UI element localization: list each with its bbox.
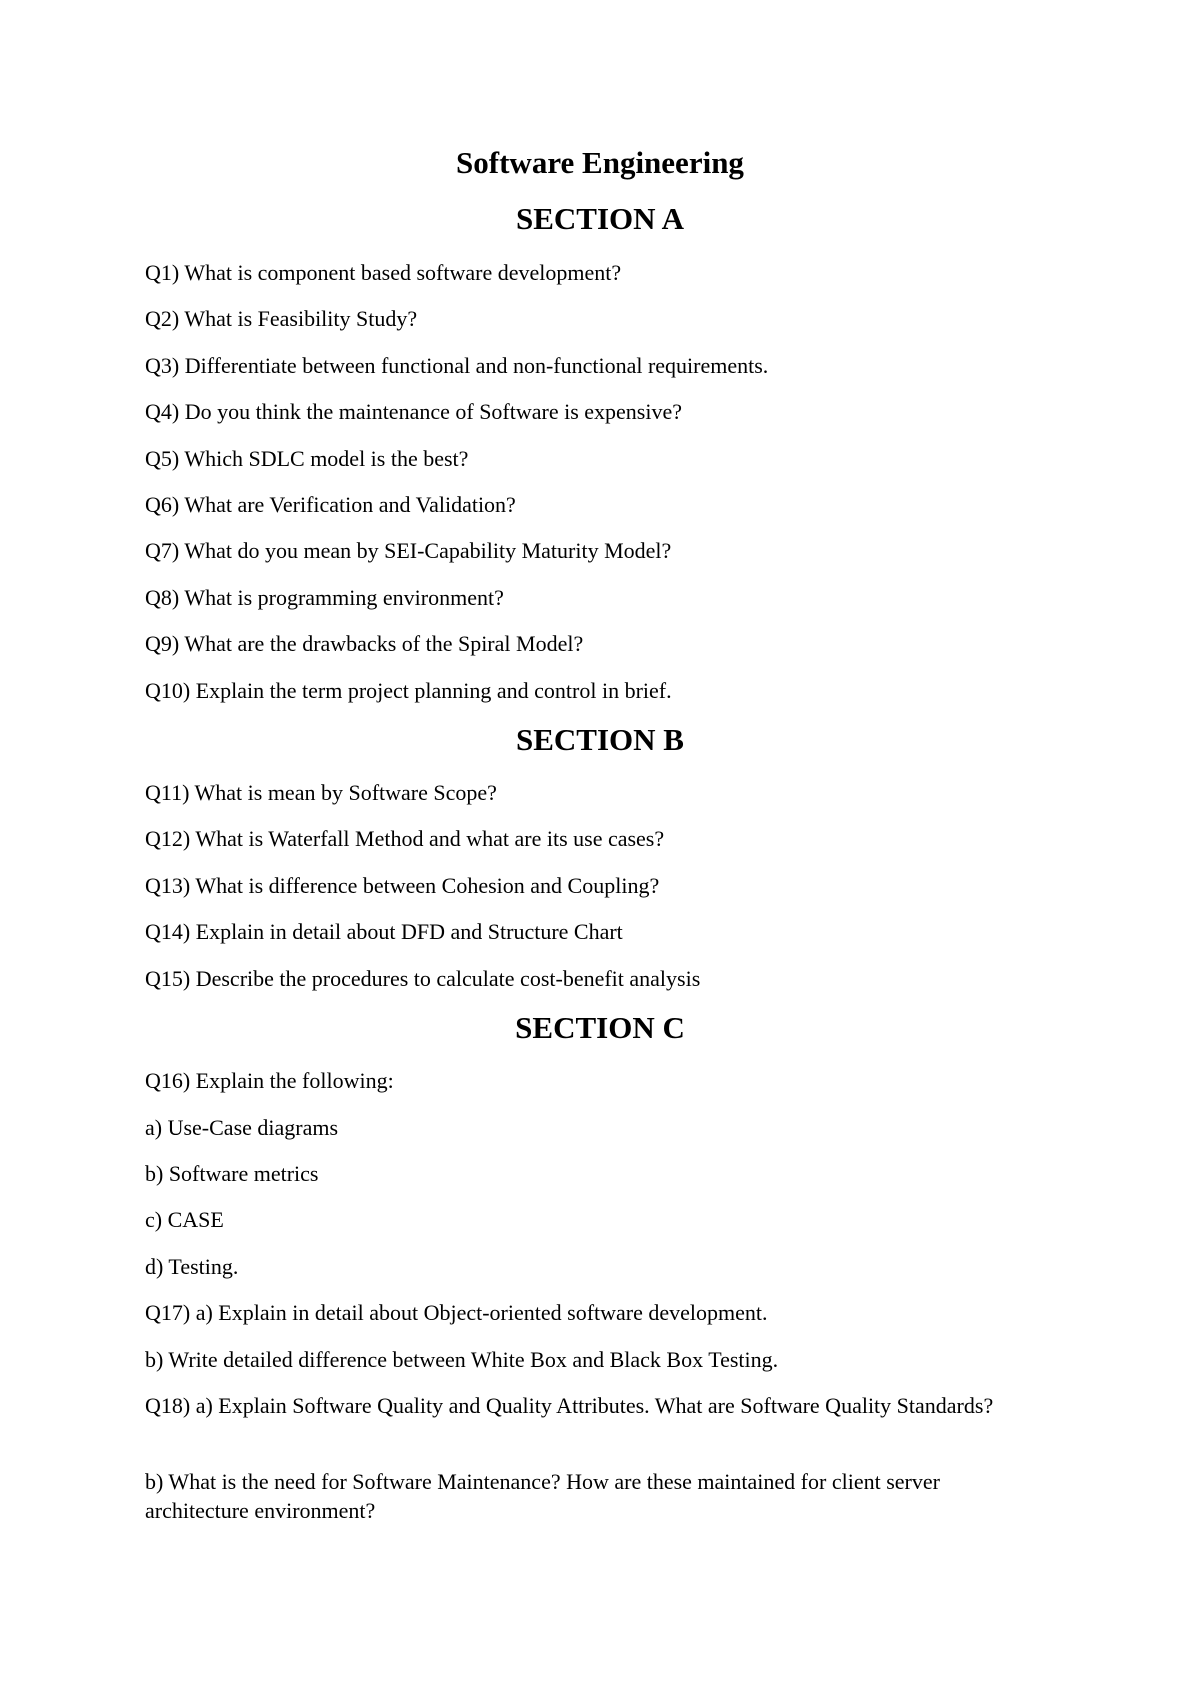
question-item: Q13) What is difference between Cohesion and Coupling? [145,873,660,898]
question-item: Q18) a) Explain Software Quality and Quality Attributes. What are Software Quality Standards? [145,1393,994,1418]
question-item: Q11) What is mean by Software Scope? [145,780,497,805]
question-item: Q8) What is programming environment? [145,585,504,610]
question-item: Q4) Do you think the maintenance of Software is expensive? [145,399,683,424]
question-item: Q15) Describe the procedures to calculate cost-benefit analysis [145,966,701,991]
question-item: Q7) What do you mean by SEI-Capability Maturity Model? [145,538,672,563]
section-b-heading: SECTION B [516,722,684,757]
section-c-heading: SECTION C [515,1010,685,1045]
question-item: Q10) Explain the term project planning and control in brief. [145,678,672,703]
question-subitem: b) Software metrics [145,1161,319,1186]
question-item: Q12) What is Waterfall Method and what are its use cases? [145,826,665,851]
question-item: Q2) What is Feasibility Study? [145,306,418,331]
question-item: Q9) What are the drawbacks of the Spiral Model? [145,631,584,656]
question-item: Q16) Explain the following: [145,1068,394,1093]
question-item: Q6) What are Verification and Validation? [145,492,516,517]
question-item: Q3) Differentiate between functional and non-functional requirements. [145,353,769,378]
question-item: Q17) a) Explain in detail about Object-oriented software development. [145,1300,768,1325]
question-subitem: c) CASE [145,1207,224,1232]
document-title: Software Engineering [456,145,744,180]
question-item: Q1) What is component based software development? [145,260,622,285]
section-a-heading: SECTION A [516,201,684,236]
question-subitem: b) What is the need for Software Maintenance? How are these maintained for client server architecture environment? [145,1469,940,1523]
question-subitem: d) Testing. [145,1254,239,1279]
question-item: Q14) Explain in detail about DFD and Structure Chart [145,919,623,944]
question-item: Q5) Which SDLC model is the best? [145,446,469,471]
question-subitem: b) Write detailed difference between White Box and Black Box Testing. [145,1347,779,1372]
question-subitem: a) Use-Case diagrams [145,1115,339,1140]
